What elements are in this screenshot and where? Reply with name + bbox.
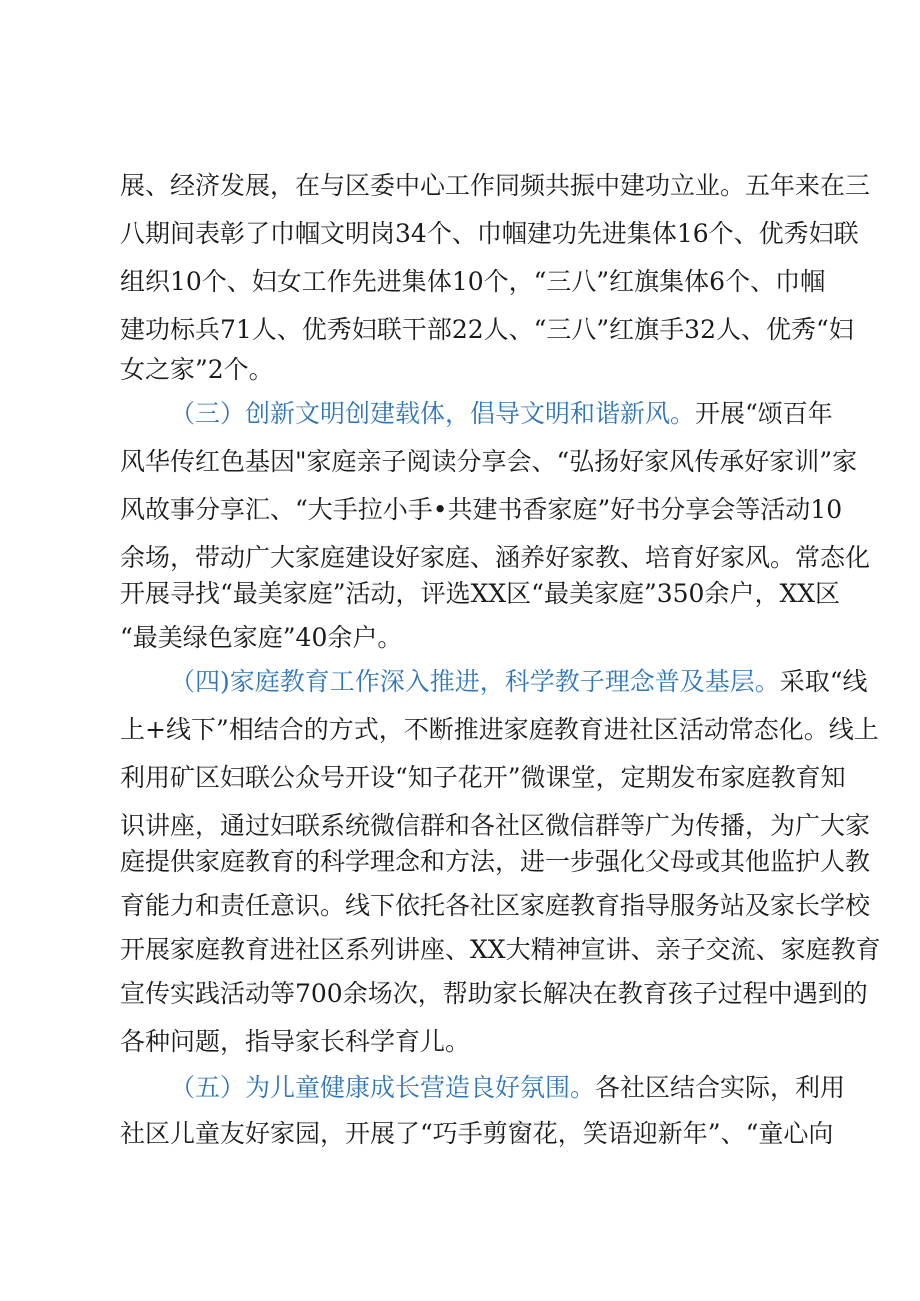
paragraph-1-line-4: 建功标兵71人、优秀妇联干部22人、“三八”红旗手32人、优秀“妇 [120, 315, 854, 344]
paragraph-3-line-5: 庭提供家庭教育的科学理念和方法，进一步强化父母或其他监护人教 [120, 847, 871, 876]
paragraph-2-line-2: 风华传红色基因"家庭亲子阅读分享会、“弘扬好家风传承好家训”家 [120, 447, 858, 476]
paragraph-2-line-3: 风故事分享汇、“大手拉小手•共建书香家庭”好书分享会等活动10 [120, 495, 843, 524]
paragraph-2-line-5: 开展寻找“最美家庭”活动，评选XX区“最美家庭”350余户，XX区 [120, 579, 841, 608]
paragraph-1-line-1: 展、经济发展，在与区委中心工作同频共振中建功立业。五年来在三 [120, 171, 871, 200]
paragraph-3-line-9: 各种问题，指导家长科学育儿。 [120, 1027, 471, 1056]
section-heading-5: （五）为儿童健康成长营造良好氛围。 [170, 1073, 596, 1102]
paragraph-4-first-line [170, 1072, 846, 1104]
paragraph-1-line-3: 组织10个、妇女工作先进集体10个，“三八”红旗集体6个、巾帼 [120, 267, 826, 296]
paragraph-3-line-2: 上+线下”相结合的方式，不断推进家庭教育进社区活动常态化。线上 [120, 715, 879, 744]
paragraph-2-line-6: “最美绿色家庭”40余户。 [120, 623, 403, 652]
paragraph-3-first-text: 采取“线 [779, 667, 868, 696]
section-heading-4: （四)家庭教育工作深入推进，科学教子理念普及基层。 [170, 667, 780, 696]
paragraph-4-first-text: 各社区结合实际，利用 [595, 1073, 846, 1102]
paragraph-3-line-7: 开展家庭教育进社区系列讲座、XX大精神宣讲、亲子交流、家庭教育 [120, 935, 881, 964]
paragraph-3-line-3: 利用矿区妇联公众号开设“知子花开”微课堂，定期发布家庭教育知 [120, 763, 846, 792]
paragraph-4-line-2: 社区儿童友好家园，开展了“巧手剪窗花，笑语迎新年”、“童心向 [120, 1119, 834, 1148]
paragraph-1-line-5: 女之家”2个。 [120, 355, 274, 384]
paragraph-3-line-6: 育能力和责任意识。线下依托各社区家庭教育指导服务站及家长学校 [120, 891, 871, 920]
section-heading-3: （三）创新文明创建载体，倡导文明和谐新风。 [170, 399, 696, 428]
paragraph-1-line-2: 八期间表彰了巾帼文明岗34个、巾帼建功先进集体16个、优秀妇联 [120, 219, 859, 248]
paragraph-3-line-4: 识讲座，通过妇联系统微信群和各社区微信群等广为传播，为广大家 [120, 811, 871, 840]
paragraph-2-first-text: 开展“颂百年 [695, 399, 833, 428]
paragraph-3-line-8: 宣传实践活动等700余场次，帮助家长解决在教育孩子过程中遇到的 [120, 979, 868, 1008]
paragraph-2-first-line [170, 398, 833, 430]
paragraph-2-line-4: 余场，带动广大家庭建设好家庭、涵养好家教、培育好家风。常态化 [120, 543, 871, 572]
paragraph-3-first-line [170, 666, 868, 698]
